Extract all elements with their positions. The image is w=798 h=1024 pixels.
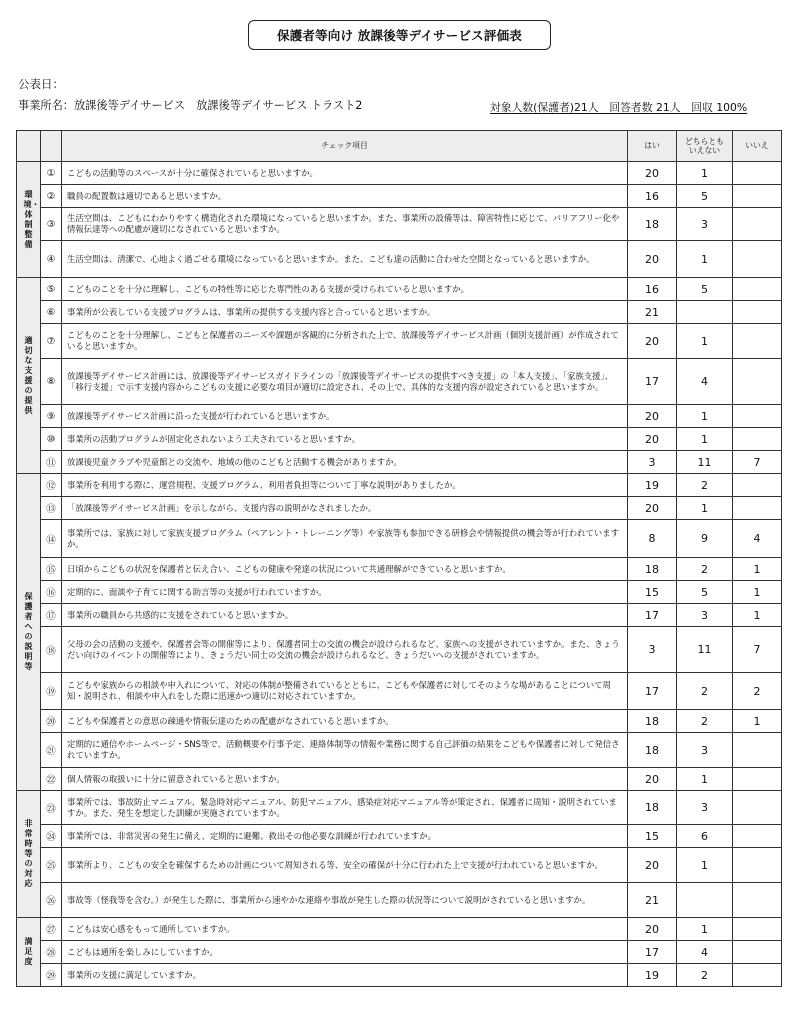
yes-count: 18 xyxy=(628,791,677,825)
no-count xyxy=(733,359,782,405)
header-blank-cell xyxy=(17,131,41,162)
publish-date: 公表日： xyxy=(18,77,64,91)
no-count xyxy=(733,241,782,278)
yes-count: 18 xyxy=(628,558,677,581)
neither-count: 5 xyxy=(677,581,733,604)
yes-count: 15 xyxy=(628,825,677,848)
page-title: 保護者等向け 放課後等デイサービス評価表 xyxy=(248,20,551,50)
no-count: 4 xyxy=(733,520,782,558)
neither-count: 1 xyxy=(677,162,733,185)
no-count xyxy=(733,964,782,987)
neither-count: 1 xyxy=(677,918,733,941)
table-row xyxy=(17,162,782,185)
table-row xyxy=(17,359,782,405)
table-row xyxy=(17,848,782,883)
item-number: ⑨ xyxy=(41,405,62,428)
table-row xyxy=(17,278,782,301)
yes-count: 18 xyxy=(628,733,677,768)
respondent-stats: 対象人数(保護者)21人 回答者数 21人 回収 100% xyxy=(490,101,748,114)
item-question: 日頃からこどもの状況を保護者と伝え合い、こどもの健康や発達の状況について共通理解ができていると思いますか。 xyxy=(62,558,628,581)
yes-count: 20 xyxy=(628,405,677,428)
no-count xyxy=(733,768,782,791)
yes-count: 8 xyxy=(628,520,677,558)
item-number: ⑯ xyxy=(41,581,62,604)
yes-count: 19 xyxy=(628,474,677,497)
item-question: 生活空間は、こどもにわかりやすく構造化された環境になっていると思いますか。また、事業所の設備等は、障害特性に応じて、バリアフリー化や情報伝達等への配慮が適切になされていると思いますか。 xyxy=(62,208,628,241)
category-text: 環境・体制整備 xyxy=(23,189,40,249)
item-question: 事業所の職員から共感的に支援をされていると思いますか。 xyxy=(62,604,628,627)
no-count xyxy=(733,497,782,520)
category-label xyxy=(17,162,41,278)
item-question: 放課後児童クラブや児童館との交流や、地域の他のこどもと活動する機会がありますか。 xyxy=(62,451,628,474)
item-question: 事業所の活動プログラムが固定化されないよう工夫されていると思いますか。 xyxy=(62,428,628,451)
item-number: ⑲ xyxy=(41,673,62,710)
yes-count: 20 xyxy=(628,918,677,941)
item-question: こどもや家族からの相談や申入れについて、対応の体制が整備されているとともに、こどもや保護者に対してそのような場があることについて周知・説明され、相談や申入れをした際に迅速かつ適切に対応されていますか。 xyxy=(62,673,628,710)
item-number: ⑫ xyxy=(41,474,62,497)
neither-count: 1 xyxy=(677,848,733,883)
table-row xyxy=(17,405,782,428)
item-number: ㉘ xyxy=(41,941,62,964)
table-row xyxy=(17,581,782,604)
category-text: 保護者への説明等 xyxy=(24,592,33,671)
item-question: 事業所では、家族に対して家族支援プログラム（ペアレント・トレーニング等）や家族等も参加できる研修会や情報提供の機会等が行われていますか。 xyxy=(62,520,628,558)
no-count xyxy=(733,825,782,848)
table-row xyxy=(17,497,782,520)
header-no: いいえ xyxy=(733,131,782,162)
office-name: 事業所名：放課後等デイサービス 放課後等デイサービス トラスト2 xyxy=(18,99,363,112)
item-question: 事業所の支援に満足していますか。 xyxy=(62,964,628,987)
header-number-cell xyxy=(41,131,62,162)
no-count xyxy=(733,474,782,497)
item-question: 「放課後等デイサービス計画」を示しながら、支援内容の説明がなされましたか。 xyxy=(62,497,628,520)
yes-count: 20 xyxy=(628,324,677,359)
yes-count: 18 xyxy=(628,710,677,733)
category-text: 適切な支援の提供 xyxy=(24,335,33,415)
neither-count xyxy=(677,883,733,918)
yes-count: 20 xyxy=(628,497,677,520)
item-number: ㉕ xyxy=(41,848,62,883)
item-number: ① xyxy=(41,162,62,185)
no-count: 7 xyxy=(733,627,782,673)
neither-count: 11 xyxy=(677,627,733,673)
neither-count: 2 xyxy=(677,474,733,497)
category-label xyxy=(17,918,41,987)
table-row xyxy=(17,918,782,941)
category-text: 満足度 xyxy=(24,937,33,966)
table-row xyxy=(17,208,782,241)
item-question: 個人情報の取扱いに十分に留意されていると思いますか。 xyxy=(62,768,628,791)
yes-count: 20 xyxy=(628,428,677,451)
item-question: 事業所より、こどもの安全を確保するための計画について周知される等、安全の確保が十分に行われた上で支援が行われていると思いますか。 xyxy=(62,848,628,883)
neither-count: 3 xyxy=(677,604,733,627)
neither-count: 5 xyxy=(677,278,733,301)
table-row xyxy=(17,825,782,848)
item-number: ⑬ xyxy=(41,497,62,520)
no-count: 1 xyxy=(733,710,782,733)
item-number: ㉑ xyxy=(41,733,62,768)
table-row xyxy=(17,673,782,710)
table-row xyxy=(17,768,782,791)
no-count xyxy=(733,428,782,451)
neither-count: 1 xyxy=(677,324,733,359)
table-row xyxy=(17,241,782,278)
no-count xyxy=(733,185,782,208)
no-count xyxy=(733,324,782,359)
table-row xyxy=(17,941,782,964)
neither-count: 9 xyxy=(677,520,733,558)
neither-count: 2 xyxy=(677,673,733,710)
neither-count: 3 xyxy=(677,791,733,825)
table-row xyxy=(17,301,782,324)
item-number: ⑭ xyxy=(41,520,62,558)
yes-count: 21 xyxy=(628,883,677,918)
table-row xyxy=(17,474,782,497)
item-number: ⑰ xyxy=(41,604,62,627)
table-row xyxy=(17,883,782,918)
neither-count: 4 xyxy=(677,941,733,964)
neither-count: 1 xyxy=(677,405,733,428)
table-row xyxy=(17,964,782,987)
table-row xyxy=(17,185,782,208)
item-question: 事故等（怪我等を含む。）が発生した際に、事業所から速やかな連絡や事故が発生した際の状況等について説明がされていると思いますか。 xyxy=(62,883,628,918)
table-row xyxy=(17,604,782,627)
no-count xyxy=(733,405,782,428)
category-label xyxy=(17,791,41,918)
yes-count: 17 xyxy=(628,359,677,405)
no-count: 2 xyxy=(733,673,782,710)
yes-count: 17 xyxy=(628,941,677,964)
category-label xyxy=(17,474,41,791)
table-row xyxy=(17,710,782,733)
category-text: 非常時等の対応 xyxy=(24,819,33,888)
item-number: ㉒ xyxy=(41,768,62,791)
yes-count: 19 xyxy=(628,964,677,987)
item-number: ④ xyxy=(41,241,62,278)
item-question: こどもの活動等のスペースが十分に確保されていると思いますか。 xyxy=(62,162,628,185)
item-question: 事業所が公表している支援プログラムは、事業所の提供する支援内容と合っていると思いますか。 xyxy=(62,301,628,324)
yes-count: 21 xyxy=(628,301,677,324)
item-question: 事業所を利用する際に、運営規程、支援プログラム、利用者負担等について丁寧な説明がありましたか。 xyxy=(62,474,628,497)
yes-count: 16 xyxy=(628,185,677,208)
item-question: こどもや保護者との意思の疎通や情報伝達のための配慮がなされていると思いますか。 xyxy=(62,710,628,733)
header-neither: どちらとも いえない xyxy=(677,131,733,162)
item-question: こどものことを十分に理解し、こどもの特性等に応じた専門性のある支援が受けられていると思いますか。 xyxy=(62,278,628,301)
item-number: ⑪ xyxy=(41,451,62,474)
neither-count xyxy=(677,301,733,324)
yes-count: 20 xyxy=(628,848,677,883)
item-question: 定期的に通信やホームページ・SNS等で、活動概要や行事予定、連絡体制等の情報や業務に関する自己評価の結果をこどもや保護者に対して発信されていますか。 xyxy=(62,733,628,768)
category-label xyxy=(17,278,41,474)
item-number: ② xyxy=(41,185,62,208)
item-question: 父母の会の活動の支援や、保護者会等の開催等により、保護者同士の交流の機会が設けられるなど、家族への支援がされていますか。また、きょうだい向けのイベントの開催等により、きょうだい同士の交流の機会が設けられるなど、きょうだいへの支援がされていますか。 xyxy=(62,627,628,673)
item-number: ③ xyxy=(41,208,62,241)
yes-count: 16 xyxy=(628,278,677,301)
item-question: 定期的に、面談や子育てに関する助言等の支援が行われていますか。 xyxy=(62,581,628,604)
neither-count: 1 xyxy=(677,428,733,451)
neither-count: 5 xyxy=(677,185,733,208)
table-row xyxy=(17,791,782,825)
item-question: 生活空間は、清潔で、心地よく過ごせる環境になっていると思いますか。また、こども達の活動に合わせた空間となっていると思いますか。 xyxy=(62,241,628,278)
yes-count: 15 xyxy=(628,581,677,604)
neither-count: 4 xyxy=(677,359,733,405)
table-row xyxy=(17,733,782,768)
neither-count: 1 xyxy=(677,768,733,791)
header-yes: はい xyxy=(628,131,677,162)
no-count xyxy=(733,883,782,918)
item-question: こどものことを十分理解し、こどもと保護者のニーズや課題が客観的に分析された上で、放課後等デイサービス計画（個別支援計画）が作成されていると思いますか。 xyxy=(62,324,628,359)
item-number: ㉙ xyxy=(41,964,62,987)
item-question: こどもは安心感をもって通所していますか。 xyxy=(62,918,628,941)
yes-count: 3 xyxy=(628,451,677,474)
item-number: ⑳ xyxy=(41,710,62,733)
yes-count: 3 xyxy=(628,627,677,673)
item-number: ⑩ xyxy=(41,428,62,451)
no-count xyxy=(733,941,782,964)
table-row xyxy=(17,558,782,581)
table-row xyxy=(17,520,782,558)
item-question: 職員の配置数は適切であると思いますか。 xyxy=(62,185,628,208)
no-count: 7 xyxy=(733,451,782,474)
no-count xyxy=(733,733,782,768)
item-question: 放課後等デイサービス計画には、放課後等デイサービスガイドラインの「放課後等デイサービスの提供すべき支援」の「本人支援」、「家族支援」、「移行支援」で示す支援内容からこどもの支援に必要な項目が適切に設定され、その上で、具体的な支援内容が設定されていると思いますか。 xyxy=(62,359,628,405)
no-count: 1 xyxy=(733,604,782,627)
no-count xyxy=(733,208,782,241)
item-number: ⑤ xyxy=(41,278,62,301)
header-check-item: チェック項目 xyxy=(62,131,628,162)
item-question: 事業所では、事故防止マニュアル、緊急時対応マニュアル、防犯マニュアル、感染症対応マニュアル等が策定され、保護者に周知・説明されていますか。また、発生を想定した訓練が実施されていますか。 xyxy=(62,791,628,825)
no-count xyxy=(733,278,782,301)
table-row xyxy=(17,451,782,474)
no-count xyxy=(733,848,782,883)
yes-count: 17 xyxy=(628,673,677,710)
no-count xyxy=(733,791,782,825)
neither-count: 1 xyxy=(677,497,733,520)
item-number: ⑦ xyxy=(41,324,62,359)
neither-count: 6 xyxy=(677,825,733,848)
item-question: こどもは通所を楽しみにしていますか。 xyxy=(62,941,628,964)
table-row xyxy=(17,627,782,673)
neither-count: 3 xyxy=(677,208,733,241)
yes-count: 20 xyxy=(628,241,677,278)
no-count xyxy=(733,301,782,324)
item-number: ㉗ xyxy=(41,918,62,941)
item-question: 放課後等デイサービス計画に沿った支援が行われていると思いますか。 xyxy=(62,405,628,428)
item-question: 事業所では、非常災害の発生に備え、定期的に避難、救出その他必要な訓練が行われていますか。 xyxy=(62,825,628,848)
no-count: 1 xyxy=(733,558,782,581)
neither-count: 3 xyxy=(677,733,733,768)
yes-count: 18 xyxy=(628,208,677,241)
evaluation-table xyxy=(16,130,782,987)
yes-count: 20 xyxy=(628,768,677,791)
yes-count: 20 xyxy=(628,162,677,185)
item-number: ⑮ xyxy=(41,558,62,581)
no-count xyxy=(733,918,782,941)
yes-count: 17 xyxy=(628,604,677,627)
item-number: ⑧ xyxy=(41,359,62,405)
neither-count: 11 xyxy=(677,451,733,474)
item-number: ⑱ xyxy=(41,627,62,673)
neither-count: 2 xyxy=(677,964,733,987)
no-count xyxy=(733,162,782,185)
item-number: ㉔ xyxy=(41,825,62,848)
item-number: ⑥ xyxy=(41,301,62,324)
no-count: 1 xyxy=(733,581,782,604)
neither-count: 2 xyxy=(677,558,733,581)
item-number: ㉖ xyxy=(41,883,62,918)
neither-count: 2 xyxy=(677,710,733,733)
neither-count: 1 xyxy=(677,241,733,278)
item-number: ㉓ xyxy=(41,791,62,825)
table-row xyxy=(17,428,782,451)
table-header-row xyxy=(17,131,782,162)
table-row xyxy=(17,324,782,359)
